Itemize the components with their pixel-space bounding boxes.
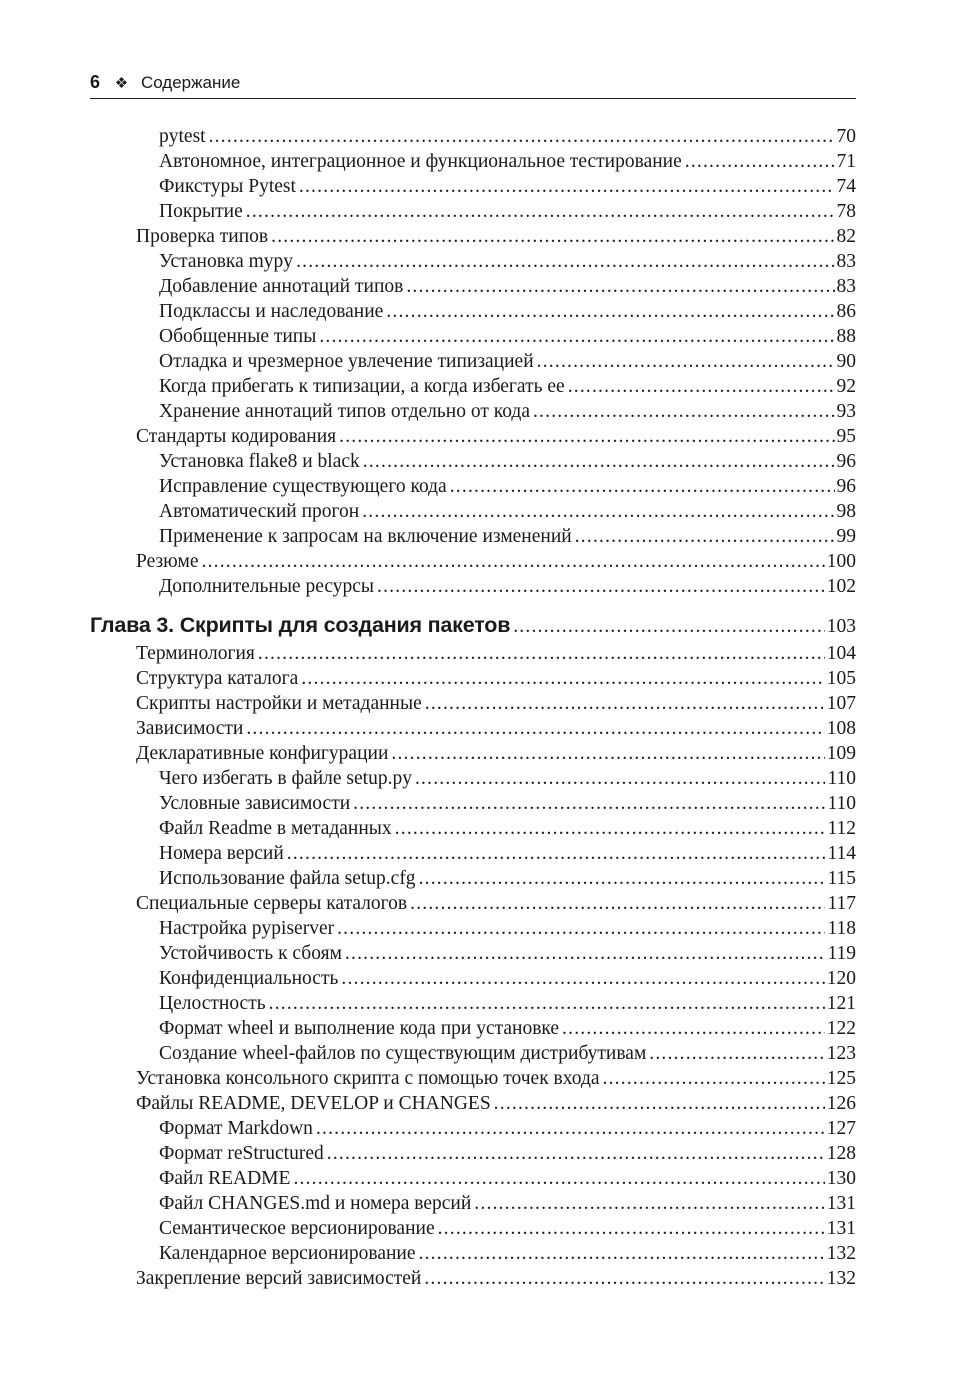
page-number: 6: [90, 72, 101, 92]
toc-entry: [159, 966, 856, 991]
toc-entry-page: 83: [836, 251, 856, 272]
dot-leader: [287, 841, 826, 866]
toc-entry-title: Покрытие: [159, 201, 243, 222]
toc-entry: [136, 891, 856, 916]
toc-entry-page: 126: [826, 1093, 856, 1114]
toc-entry-page: 74: [836, 176, 856, 197]
toc-entry-page: 102: [826, 576, 856, 597]
dot-leader: [410, 891, 825, 916]
toc-entry-page: 109: [826, 743, 856, 764]
dot-leader: [246, 199, 835, 224]
toc-entry-page: 112: [827, 818, 856, 839]
dot-leader: [603, 1066, 825, 1091]
dot-leader: [269, 991, 825, 1016]
toc-entry: [159, 1041, 856, 1066]
toc-entry: [159, 1141, 856, 1166]
toc-entry-title: Настройка pypiserver: [159, 918, 335, 939]
toc-entry: [159, 524, 856, 549]
dot-leader: [391, 741, 824, 766]
toc-entry: [136, 224, 856, 249]
toc-entry: [159, 499, 856, 524]
toc-entry: [159, 199, 856, 224]
dot-leader: [474, 1191, 824, 1216]
toc-entry-page: 99: [836, 526, 856, 547]
toc-entry-title: Фикстуры Pytest: [159, 176, 296, 197]
dot-leader: [494, 1091, 825, 1116]
toc-entry-title: Добавление аннотаций типов: [159, 276, 404, 297]
dot-leader: [339, 424, 834, 449]
toc-entry-title: Создание wheel-файлов по существующим дистрибутивам: [159, 1043, 647, 1064]
dot-leader: [293, 1166, 824, 1191]
toc-entry-page: 118: [827, 918, 856, 939]
toc-entry-page: 128: [826, 1143, 856, 1164]
toc-entry-page: 90: [836, 351, 856, 372]
toc-entry-page: 92: [836, 376, 856, 397]
toc-entry-page: 83: [836, 276, 856, 297]
toc-entry-title: Закрепление версий зависимостей: [136, 1268, 422, 1289]
toc-entry-title: Хранение аннотаций типов отдельно от кода: [159, 401, 530, 422]
dot-leader: [438, 1216, 825, 1241]
toc-entry: [159, 449, 856, 474]
toc-entry-page: 110: [827, 768, 856, 789]
toc-entry-page: 117: [827, 893, 856, 914]
dot-leader: [246, 716, 824, 741]
toc-entry-title: Условные зависимости: [159, 793, 351, 814]
toc-entry-title: Файл CHANGES.md и номера версий: [159, 1193, 472, 1214]
toc-entry-page: 88: [836, 326, 856, 347]
toc-entry-page: 110: [827, 793, 856, 814]
toc-entry: [159, 149, 856, 174]
toc-entry: [159, 1116, 856, 1141]
toc-entry: [159, 1166, 856, 1191]
toc-entry-page: 105: [826, 668, 856, 689]
dot-leader: [319, 324, 834, 349]
toc-entry: [159, 274, 856, 299]
dot-leader: [395, 816, 826, 841]
toc-entry-title: Использование файла setup.cfg: [159, 868, 416, 889]
toc-entry: [159, 1216, 856, 1241]
toc-entry-page: 120: [826, 968, 856, 989]
toc-entry: [159, 766, 856, 791]
toc-entry: [136, 716, 856, 741]
toc-entry-title: Подклассы и наследование: [159, 301, 384, 322]
toc-entry-page: 130: [826, 1168, 856, 1189]
dot-leader: [271, 224, 834, 249]
dot-leader: [537, 349, 835, 374]
toc-entry-title: Формат Markdown: [159, 1118, 313, 1139]
toc-entry: [159, 941, 856, 966]
dot-leader: [258, 641, 825, 666]
toc-entry-title: Обобщенные типы: [159, 326, 317, 347]
dot-leader: [353, 791, 825, 816]
dot-leader: [419, 866, 826, 891]
toc-entry-page: 107: [826, 693, 856, 714]
toc-entry-title: Проверка типов: [136, 226, 269, 247]
ornament-icon: ❖: [114, 75, 129, 92]
toc-entry: [159, 324, 856, 349]
toc-entry-page: 70: [836, 126, 856, 147]
toc-entry-title: Формат reStructured: [159, 1143, 324, 1164]
dot-leader: [341, 966, 824, 991]
toc-entry-page: 82: [836, 226, 856, 247]
toc-entry-page: 119: [827, 943, 856, 964]
toc-entry-title: Установка flake8 и black: [159, 451, 360, 472]
toc-entry-page: 108: [826, 718, 856, 739]
toc-entry-title: Файл README: [159, 1168, 291, 1189]
toc-entry-page: 103: [826, 616, 856, 637]
toc-entry: [159, 349, 856, 374]
toc-entry: [136, 666, 856, 691]
toc-entry-title: Файлы README, DEVELOP и CHANGES: [136, 1093, 491, 1114]
toc-entry: [159, 816, 856, 841]
toc-entry: [159, 399, 856, 424]
toc-entry-title: Файл Readme в метаданных: [159, 818, 392, 839]
dot-leader: [415, 766, 826, 791]
toc-entry: [159, 791, 856, 816]
toc-entry-title: Целостность: [159, 993, 266, 1014]
dot-leader: [299, 174, 835, 199]
toc-entry: [159, 249, 856, 274]
toc-entry-title: Терминология: [136, 643, 255, 664]
toc-entry: [136, 1066, 856, 1091]
toc-entry: [159, 574, 856, 599]
dot-leader: [568, 374, 835, 399]
toc-entry-title: Исправление существующего кода: [159, 476, 447, 497]
toc-entry-title: Дополнительные ресурсы: [159, 576, 374, 597]
toc-entry-page: 95: [836, 426, 856, 447]
toc-entry-page: 131: [826, 1193, 856, 1214]
toc-entry-title: Резюме: [136, 551, 199, 572]
toc-entry: [159, 374, 856, 399]
toc-entry-title: Установка mypy: [159, 251, 294, 272]
dot-leader: [327, 1141, 825, 1166]
toc-entry: [159, 174, 856, 199]
toc-entry: [159, 1016, 856, 1041]
toc-entry-page: 132: [826, 1243, 856, 1264]
toc-entry: [136, 691, 856, 716]
toc-entry-title: Номера версий: [159, 843, 284, 864]
toc-entry-page: 98: [836, 501, 856, 522]
toc-entry: [159, 1241, 856, 1266]
toc-entry-page: 131: [826, 1218, 856, 1239]
dot-leader: [363, 449, 835, 474]
dot-leader: [425, 691, 825, 716]
toc-entry-title: Декларативные конфигурации: [136, 743, 389, 764]
toc-entry-title: Скрипты настройки и метаданные: [136, 693, 422, 714]
toc-entry-title: Установка консольного скрипта с помощью точек входа: [136, 1068, 600, 1089]
toc-entry: [159, 124, 856, 149]
toc-entry-page: 96: [836, 451, 856, 472]
toc-chapter-entry: [90, 610, 856, 640]
toc-entry-title: Автономное, интеграционное и функциональное тестирование: [159, 151, 682, 172]
section-title: Содержание: [140, 73, 241, 92]
toc-entry-title: Календарное версионирование: [159, 1243, 416, 1264]
dot-leader: [424, 1266, 824, 1291]
toc-entry: [159, 991, 856, 1016]
toc-entry-page: 125: [826, 1068, 856, 1089]
toc-entry-page: 96: [836, 476, 856, 497]
dot-leader: [386, 299, 834, 324]
dot-leader: [419, 1241, 825, 1266]
toc-entry-page: 93: [836, 401, 856, 422]
dot-leader: [533, 399, 835, 424]
toc-entry-page: 132: [826, 1268, 856, 1289]
toc-entry-page: 104: [826, 643, 856, 664]
toc-entry-title: Глава 3. Скрипты для создания пакетов: [90, 613, 511, 637]
toc-entry-page: 86: [836, 301, 856, 322]
dot-leader: [296, 249, 834, 274]
toc-entry-title: Чего избегать в файле setup.py: [159, 768, 412, 789]
toc-entry-page: 100: [826, 551, 856, 572]
toc-entry-page: 121: [826, 993, 856, 1014]
dot-leader: [337, 916, 825, 941]
toc-entry-page: 122: [826, 1018, 856, 1039]
dot-leader: [202, 549, 825, 574]
dot-leader: [362, 499, 834, 524]
toc-entry-title: Применение к запросам на включение изменений: [159, 526, 572, 547]
toc-entry: [159, 299, 856, 324]
toc-entry-title: Когда прибегать к типизации, а когда избегать ее: [159, 376, 565, 397]
toc-entry-page: 123: [826, 1043, 856, 1064]
dot-leader: [649, 1041, 824, 1066]
toc-entry-title: Стандарты кодирования: [136, 426, 337, 447]
toc-entry-title: Семантическое версионирование: [159, 1218, 435, 1239]
toc-entry-title: Устойчивость к сбоям: [159, 943, 342, 964]
dot-leader: [345, 941, 826, 966]
dot-leader: [685, 149, 835, 174]
toc-entry-title: Автоматический прогон: [159, 501, 360, 522]
toc-entry-title: Специальные серверы каталогов: [136, 893, 408, 914]
toc-entry-page: 78: [836, 201, 856, 222]
dot-leader: [377, 574, 825, 599]
toc-entry: [136, 1266, 856, 1291]
toc-entry-page: 71: [836, 151, 856, 172]
toc-entry-title: Отладка и чрезмерное увлечение типизацией: [159, 351, 534, 372]
toc-entry: [159, 1191, 856, 1216]
toc-entry-title: Структура каталога: [136, 668, 299, 689]
dot-leader: [513, 612, 825, 642]
toc-entry: [159, 916, 856, 941]
toc-entry-page: 114: [827, 843, 856, 864]
toc-entry-title: Зависимости: [136, 718, 244, 739]
toc-entry-title: Формат wheel и выполнение кода при установке: [159, 1018, 560, 1039]
dot-leader: [575, 524, 835, 549]
dot-leader: [450, 474, 835, 499]
toc-entry: [159, 841, 856, 866]
toc-entry-title: Конфиденциальность: [159, 968, 339, 989]
toc-entry: [136, 741, 856, 766]
toc-entry-page: 127: [826, 1118, 856, 1139]
toc-entry-page: 115: [827, 868, 856, 889]
toc-entry-title: pytest: [159, 126, 206, 147]
dot-leader: [301, 666, 824, 691]
toc-entry: [159, 474, 856, 499]
toc-entry: [136, 424, 856, 449]
dot-leader: [209, 124, 835, 149]
dot-leader: [406, 274, 834, 299]
toc-entry: [136, 549, 856, 574]
dot-leader: [562, 1016, 825, 1041]
dot-leader: [316, 1116, 825, 1141]
toc-entry: [136, 641, 856, 666]
toc-entry: [136, 1091, 856, 1116]
toc-entry: [159, 866, 856, 891]
